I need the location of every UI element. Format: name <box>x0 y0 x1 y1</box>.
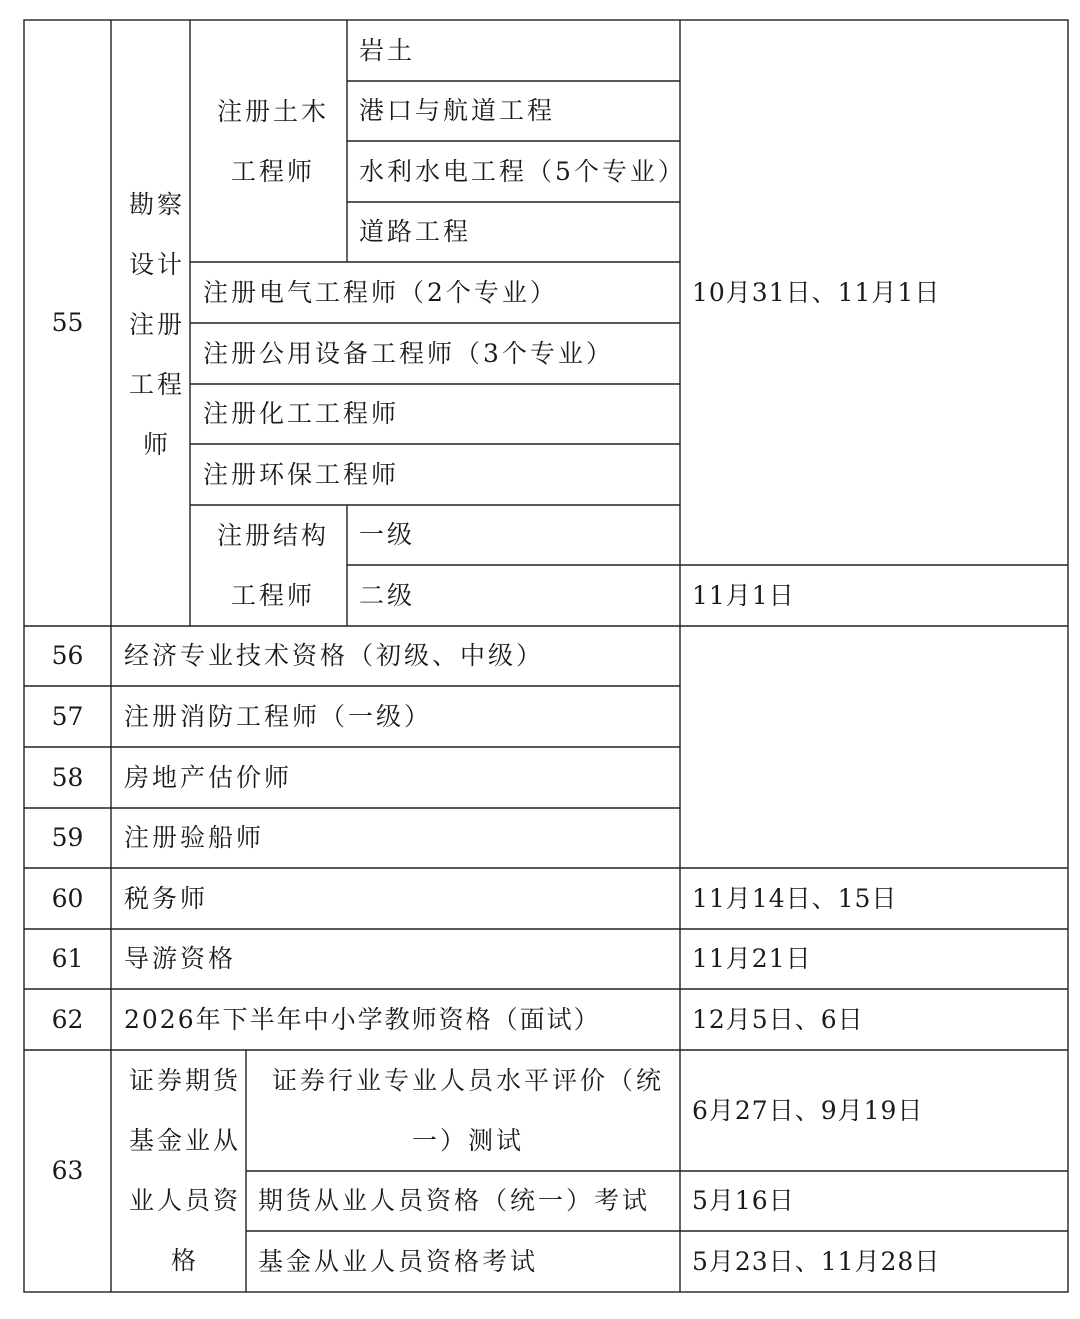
category-line: 勘察 <box>128 190 185 219</box>
civil-sub-hydraulic: 水利水电工程（5个专业） <box>359 156 686 186</box>
category-line: 格 <box>170 1246 199 1275</box>
row-59-name: 注册验船师 <box>124 823 265 852</box>
structural-level-1: 一级 <box>359 520 416 549</box>
securities-evaluation-test <box>258 1051 678 1171</box>
securities-line: 证券行业专业人员水平评价（统 <box>271 1066 664 1095</box>
structural-engineer-label <box>203 505 343 626</box>
fund-qualification-exam: 基金从业人员资格考试 <box>258 1246 539 1276</box>
environmental-engineer: 注册环保工程师 <box>203 459 400 489</box>
category-line: 师 <box>142 430 171 459</box>
row-61-name: 导游资格 <box>124 944 237 973</box>
row-number-58: 58 <box>51 762 84 792</box>
row-number-55: 55 <box>51 308 84 337</box>
category-line: 证券期货 <box>128 1066 241 1095</box>
civil-sub-road: 道路工程 <box>359 217 472 246</box>
row-58-name: 房地产估价师 <box>124 762 293 792</box>
row-62-name: 2026年下半年中小学教师资格（面试） <box>124 1004 601 1034</box>
row-56-name: 经济专业技术资格（初级、中级） <box>124 641 545 670</box>
row-number-61: 61 <box>51 944 84 973</box>
fund-qualification-date: 5月23日、11月28日 <box>692 1246 941 1276</box>
row-62-date: 12月5日、6日 <box>692 1004 864 1034</box>
civil-sub-port-waterway: 港口与航道工程 <box>359 96 556 125</box>
futures-qualification-date: 5月16日 <box>692 1186 795 1215</box>
category-line: 注册 <box>128 310 185 339</box>
row-number-59: 59 <box>51 823 84 852</box>
row-number-57: 57 <box>51 701 84 731</box>
row-61-date: 11月21日 <box>692 944 812 973</box>
category-line: 工程 <box>128 370 185 399</box>
utilities-engineer: 注册公用设备工程师（3个专业） <box>203 338 614 368</box>
row-57-name: 注册消防工程师（一级） <box>124 701 433 731</box>
civil-line: 工程师 <box>230 157 315 186</box>
civil-sub-geotechnical: 岩土 <box>359 35 416 65</box>
civil-line: 注册土木 <box>216 97 329 126</box>
row-number-63: 63 <box>51 1156 84 1185</box>
date-rows-56-59 <box>692 626 1067 868</box>
chemical-engineer: 注册化工工程师 <box>203 399 400 428</box>
securities-line: 一）测试 <box>411 1126 524 1155</box>
futures-qualification-exam: 期货从业人员资格（统一）考试 <box>258 1186 651 1215</box>
row-60-name: 税务师 <box>124 883 209 913</box>
structural-level-2: 二级 <box>359 580 416 610</box>
structural-line: 注册结构 <box>216 520 329 550</box>
category-securities-futures-fund <box>124 1051 246 1291</box>
row-number-60: 60 <box>51 883 84 913</box>
date-row-55-level2: 11月1日 <box>692 580 795 610</box>
structural-line: 工程师 <box>230 580 315 610</box>
category-line: 设计 <box>128 250 185 279</box>
civil-engineer-label <box>203 82 343 202</box>
row-60-date: 11月14日、15日 <box>692 883 898 913</box>
row-number-62: 62 <box>51 1004 84 1034</box>
category-survey-design-engineers <box>124 175 190 475</box>
category-line: 基金业从 <box>128 1126 241 1155</box>
securities-evaluation-date: 6月27日、9月19日 <box>692 1095 924 1125</box>
row-number-56: 56 <box>51 641 84 670</box>
date-row-55-main: 10月31日、11月1日 <box>692 277 941 307</box>
electrical-engineer: 注册电气工程师（2个专业） <box>203 277 558 307</box>
category-line: 业人员资 <box>128 1186 241 1215</box>
